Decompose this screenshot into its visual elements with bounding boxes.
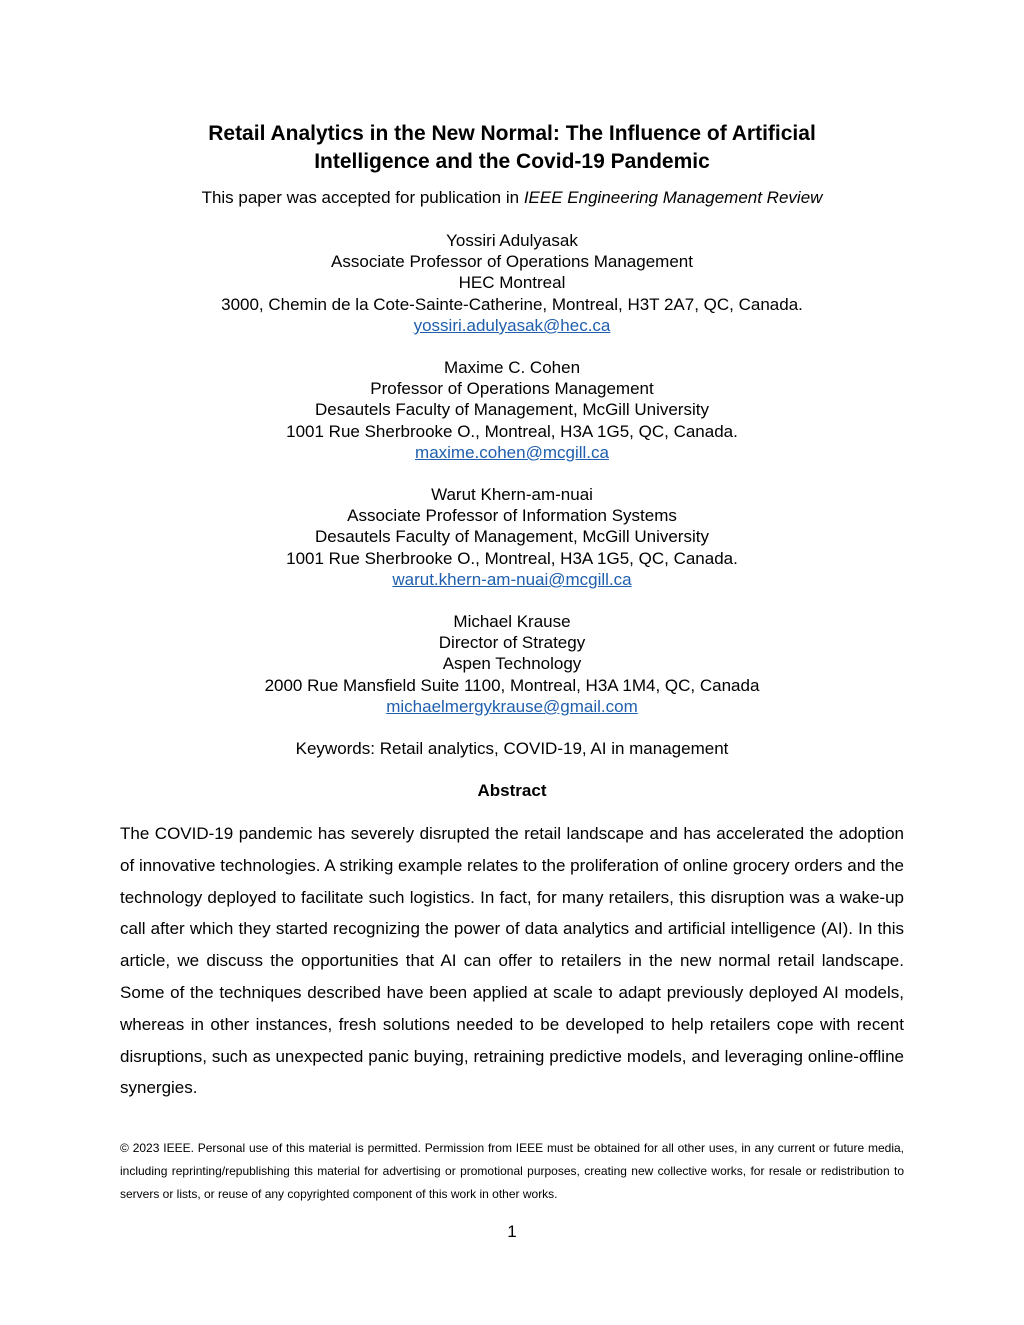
- author-affiliation: Desautels Faculty of Management, McGill University: [315, 400, 709, 420]
- page-number: 1: [507, 1222, 517, 1241]
- author-name: Warut Khern-am-nuai: [431, 485, 593, 504]
- author-block-1: [100, 230, 924, 336]
- copyright-notice: © 2023 IEEE. Personal use of this material is permitted. Permission from IEEE must be obtained for all other uses, in any current or future media, including reprinting/republishing this material for advertising or promotional purposes, creating new collective works, for resale or redistribution to servers or lists, or reuse of any copyrighted component of this work in other works.: [120, 1141, 904, 1201]
- keywords-line: Keywords: Retail analytics, COVID-19, AI in management: [295, 739, 729, 758]
- author-address: 1001 Rue Sherbrooke O., Montreal, H3A 1G5, QC, Canada.: [286, 421, 738, 441]
- author-position: Associate Professor of Information Systems: [347, 506, 677, 526]
- author-position: Director of Strategy: [438, 633, 586, 653]
- author-affiliation: Desautels Faculty of Management, McGill University: [315, 527, 709, 547]
- author-email-link[interactable]: michaelmergykrause@gmail.com: [386, 696, 638, 716]
- author-name: Michael Krause: [453, 612, 571, 631]
- author-address: 1001 Rue Sherbrooke O., Montreal, H3A 1G5, QC, Canada.: [286, 548, 738, 568]
- title-line-1: Retail Analytics in the New Normal: The Influence of Artificial: [208, 122, 816, 145]
- author-block-2: [100, 357, 924, 463]
- acceptance-venue: IEEE Engineering Management Review: [523, 188, 823, 207]
- acceptance-note: [100, 187, 924, 209]
- author-block-3: [100, 484, 924, 590]
- author-email-link[interactable]: maxime.cohen@mcgill.ca: [415, 442, 609, 462]
- title-line-2: Intelligence and the Covid-19 Pandemic: [314, 150, 710, 173]
- author-email-link[interactable]: yossiri.adulyasak@hec.ca: [413, 315, 611, 335]
- author-affiliation: HEC Montreal: [458, 273, 566, 293]
- author-position: Professor of Operations Management: [370, 379, 654, 399]
- acceptance-prefix: This paper was accepted for publication in: [201, 188, 524, 207]
- paper-title: [100, 120, 924, 176]
- abstract-text: The COVID-19 pandemic has severely disrupted the retail landscape and has accelerated the adoption of innovative technologies. A striking example relates to the proliferation of online grocery orders and the technology deployed to facilitate such logistics. In fact, for many retailers, this disruption was a wake-up call after which they started recognizing the power of data analytics and artificial intelligence (AI). In this article, we discuss the opportunities that AI can offer to retailers in the new normal retail landscape. Some of the techniques described have been applied at scale to adapt previously deployed AI models, whereas in other instances, fresh solutions needed to be developed to help retailers cope with recent disruptions, such as unexpected panic buying, retraining predictive models, and leveraging online-offline synergies.: [120, 824, 904, 1098]
- author-affiliation: Aspen Technology: [442, 654, 582, 674]
- author-address: 2000 Rue Mansfield Suite 1100, Montreal, H3A 1M4, QC, Canada: [264, 675, 760, 695]
- author-name: Maxime C. Cohen: [443, 358, 581, 377]
- abstract-heading: Abstract: [477, 781, 547, 800]
- author-name: Yossiri Adulyasak: [446, 231, 578, 250]
- author-block-4: [100, 611, 924, 717]
- author-email-link[interactable]: warut.khern-am-nuai@mcgill.ca: [392, 569, 632, 589]
- author-address: 3000, Chemin de la Cote-Sainte-Catherine, Montreal, H3T 2A7, QC, Canada.: [221, 294, 803, 314]
- author-position: Associate Professor of Operations Management: [331, 252, 693, 272]
